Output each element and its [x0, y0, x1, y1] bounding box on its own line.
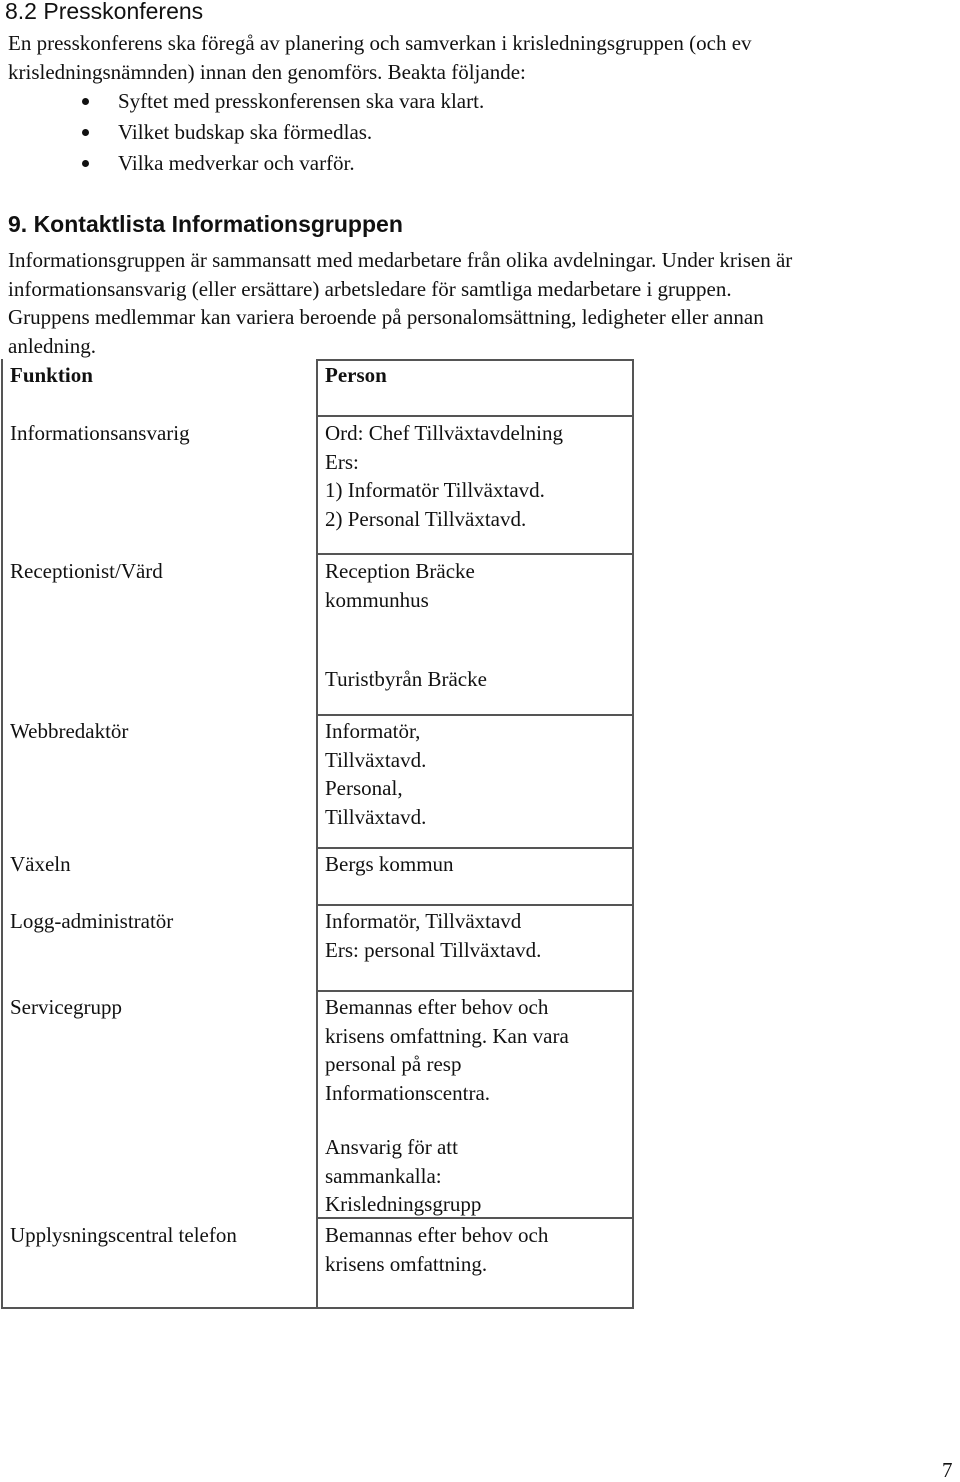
paragraph-line: informationsansvarig (eller ersättare) arbetsledare för samtliga medarbetare i gruppen.: [8, 276, 732, 301]
table-cell-person-extra: Turistbyrån Bräcke: [325, 667, 487, 691]
table-row-divider: [316, 847, 634, 849]
intro-line: En presskonferens ska föregå av planering och samverkan i krisledningsgruppen (och ev: [8, 31, 752, 55]
table-cell-person-extra: Ansvarig för att sammankalla: Krisledningsgrupp: [325, 1135, 482, 1216]
table-header-funktion: Funktion: [10, 363, 93, 387]
section-heading-8-2: 8.2 Presskonferens: [5, 0, 204, 24]
table-row-divider: [316, 415, 634, 417]
paragraph-line: Gruppens medlemmar kan variera beroende på personalomsättning, ledigheter eller annan: [8, 305, 764, 329]
page-number: 7: [942, 1458, 953, 1482]
section-9-paragraph: [8, 246, 948, 360]
table-border-bottom: [1, 1307, 634, 1309]
contact-table: [1, 359, 634, 1309]
table-cell-person: Ord: Chef Tillväxtavdelning Ers: 1) Informatör Tillväxtavd. 2) Personal Tillväxtavd.: [325, 421, 563, 531]
table-cell-funktion: Webbredaktör: [10, 719, 129, 743]
bullet-dot-icon: [82, 98, 89, 105]
table-cell-funktion: Logg-administratör: [10, 909, 174, 933]
table-cell-funktion: Servicegrupp: [10, 995, 122, 1019]
table-cell-funktion: Upplysningscentral telefon: [10, 1223, 237, 1247]
table-cell-person: Informatör, Tillväxtavd Ers: personal Tillväxtavd.: [325, 909, 542, 962]
paragraph-line: Informationsgruppen är sammansatt med medarbetare från olika avdelningar. Under krisen är: [8, 248, 793, 272]
bullet-list: [8, 86, 908, 179]
intro-line: krisledningsnämnden) innan den genomförs. Beakta följande:: [8, 59, 526, 84]
table-cell-person: Informatör, Tillväxtavd. Personal, Tillväxtavd.: [325, 719, 427, 829]
table-cell-funktion: Informationsansvarig: [10, 421, 190, 445]
table-cell-person: Bergs kommun: [325, 852, 454, 876]
table-column-divider: [316, 359, 318, 1309]
table-cell-person: Reception Bräcke kommunhus: [325, 559, 475, 612]
table-row-divider: [316, 904, 634, 906]
table-cell-funktion: Receptionist/Värd: [10, 559, 163, 583]
table-cell-person: Bemannas efter behov och krisens omfattning.: [325, 1223, 549, 1276]
table-header-person: Person: [325, 363, 387, 387]
table-cell-person: Bemannas efter behov och krisens omfattning. Kan vara personal på resp Informationscentra.: [325, 995, 569, 1105]
bullet-item: Vilka medverkar och varför.: [8, 148, 908, 179]
section-8-2-intro: [8, 29, 908, 179]
table-row-divider: [316, 714, 634, 716]
bullet-dot-icon: [82, 160, 89, 167]
table-border-left: [1, 359, 3, 1309]
bullet-dot-icon: [82, 129, 89, 136]
section-heading-9: 9. Kontaktlista Informationsgruppen: [8, 211, 403, 237]
paragraph-line: anledning.: [8, 333, 97, 358]
table-border-right: [632, 359, 634, 1309]
table-cell-funktion: Växeln: [10, 852, 71, 876]
table-row-divider: [316, 990, 634, 992]
table-row-divider: [316, 553, 634, 555]
bullet-item: Vilket budskap ska förmedlas.: [8, 117, 908, 148]
bullet-item: Syftet med presskonferensen ska vara klart.: [8, 86, 908, 117]
